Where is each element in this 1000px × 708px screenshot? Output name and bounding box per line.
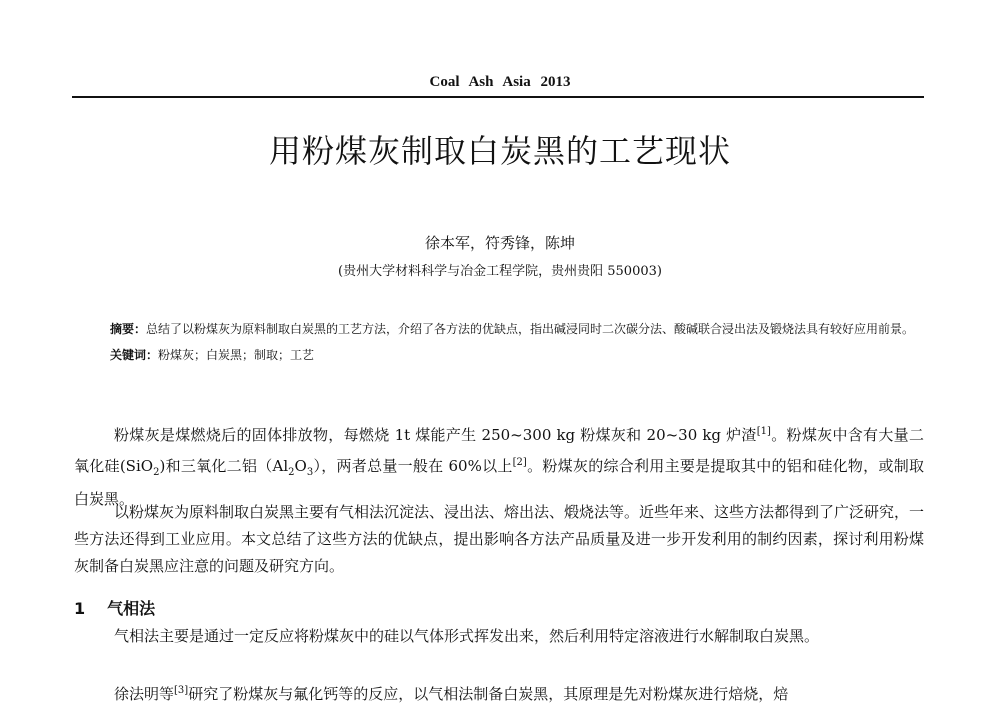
text-run: 研究了粉煤灰与氟化钙等的反应，以气相法制备白炭黑，其原理是先对粉煤灰进行焙烧，焙: [188, 685, 789, 703]
keywords-label: 关键词：: [110, 348, 159, 362]
text-run: 。粉煤灰的综合利用主要是提取其中的铝和硅化物，或制取白炭黑。: [74, 457, 924, 508]
keywords: [110, 342, 922, 368]
keywords-text: 粉煤灰；白炭黑；制取；工艺: [158, 348, 315, 362]
citation: [2]: [512, 457, 527, 468]
abstract-label: 摘要：: [110, 322, 147, 336]
section1-paragraph-1: 气相法主要是通过一定反应将粉煤灰中的硅以气体形式挥发出来，然后利用特定溶液进行水解制取白炭黑。: [114, 627, 820, 645]
text-run: )和三氧化二铝（Al: [159, 457, 289, 475]
abstract-text: 总结了以粉煤灰为原料制取白炭黑的工艺方法，介绍了各方法的优缺点，指出碱浸同时二次碳分法、酸碱联合浸出法及锻烧法具有较好应用前景。: [146, 322, 915, 336]
intro-paragraph-2: 以粉煤灰为原料制取白炭黑主要有气相法沉淀法、浸出法、熔出法、煅烧法等。近些年来、这些方法都得到了广泛研究，一些方法还得到工业应用。本文总结了这些方法的优缺点，提出影响各方法产品质量及进一步开发利用的制约因素，探讨利用粉煤灰制备白炭黑应注意的问题及研究方向。: [74, 503, 925, 575]
abstract-block: [110, 316, 922, 368]
journal-header: Coal Ash Asia 2013: [429, 74, 571, 90]
affiliation: (贵州大学材料科学与冶金工程学院，贵州贵阳 550003): [338, 264, 662, 279]
citation: [3]: [174, 685, 189, 696]
authors: 徐本军，符秀锋，陈坤: [424, 234, 575, 252]
section-number: 1: [74, 599, 86, 618]
text-run: 。粉煤灰中含有大量二氧化硅(SiO: [74, 426, 924, 475]
text-run: ），两者总量一般在 60%以上: [313, 457, 513, 475]
text-run: O: [294, 457, 307, 475]
header-rule: [72, 96, 924, 98]
citation: [1]: [756, 426, 771, 437]
subscript: 3: [306, 467, 314, 478]
section-title: 气相法: [107, 599, 156, 618]
section-heading: [74, 596, 155, 619]
subscript: 2: [288, 467, 295, 478]
text-run: 粉煤灰是煤燃烧后的固体排放物，每燃烧 1t 煤能产生 250~300 kg 粉煤灰和 20~30 kg 炉渣: [114, 426, 757, 444]
section1-paragraph-2: [74, 677, 924, 708]
subscript: 2: [153, 467, 160, 478]
abstract: [110, 316, 922, 342]
text-run: 徐法明等: [114, 685, 175, 703]
paper-title: 用粉煤灰制取白炭黑的工艺现状: [268, 132, 731, 170]
